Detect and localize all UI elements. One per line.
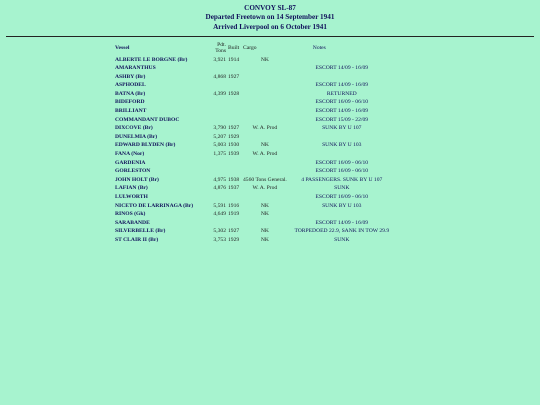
vessel-name-cell: BIDEFORD	[115, 99, 145, 106]
year-built-cell: 1929	[228, 236, 240, 243]
table-row	[115, 176, 397, 185]
cargo-cell	[243, 167, 287, 176]
cargo-cell: W. A. Prod	[252, 185, 278, 192]
table-row	[115, 141, 397, 150]
page-title: CONVOY SL-87	[244, 4, 296, 12]
table-row	[115, 219, 397, 228]
year-built-cell	[228, 98, 243, 107]
cargo-cell	[243, 133, 287, 142]
vessel-name-cell: BATNA (Br)	[115, 90, 146, 97]
tonnage-cell: 3,790	[213, 125, 226, 132]
year-built-cell	[228, 193, 243, 202]
tonnage-cell	[208, 219, 228, 228]
year-built-cell: 1929	[228, 133, 240, 140]
column-header-cargo: Cargo	[243, 45, 257, 52]
year-built-cell	[228, 167, 243, 176]
table-row	[115, 158, 397, 167]
vessel-name-cell: DIXCOVE (Br)	[115, 125, 153, 132]
cargo-cell	[243, 90, 287, 99]
vessel-name-cell: NICETO DE LARRINAGA (Br)	[115, 202, 194, 209]
table-row	[115, 55, 397, 64]
table-row	[115, 64, 397, 73]
year-built-cell: 1927	[228, 73, 240, 80]
cargo-cell	[243, 98, 287, 107]
notes-cell: 4 PASSENGERS. SUNK BY U 107	[301, 176, 383, 183]
notes-cell: ESCORT 16/09 - 06/10	[315, 159, 369, 166]
tonnage-cell: 3,753	[213, 236, 226, 243]
year-built-cell	[228, 81, 243, 90]
vessel-name-cell: ASPHODEL	[115, 82, 146, 89]
tonnage-cell	[208, 158, 228, 167]
table-row	[115, 98, 397, 107]
tonnage-cell: 5,302	[213, 228, 226, 235]
vessel-name-cell: GARDENIA	[115, 159, 146, 166]
cargo-cell	[243, 72, 287, 81]
cargo-cell: NK	[260, 228, 269, 235]
vessel-name-cell: GORLESTON	[115, 168, 151, 175]
notes-cell: ESCORT 14/09 - 16/09	[315, 219, 369, 226]
cargo-cell	[243, 107, 287, 116]
year-built-cell: 1939	[228, 151, 240, 158]
tonnage-cell: 3,921	[213, 56, 226, 63]
table-row	[115, 150, 397, 159]
tonnage-cell: 5,207	[213, 133, 226, 140]
notes-cell: TORPEDOED 22.9, SANK IN TOW 29.9	[294, 228, 390, 235]
year-built-cell	[228, 219, 243, 228]
column-header-tons: Pdt. Tons	[215, 42, 226, 55]
tonnage-cell	[208, 64, 228, 73]
tonnage-cell: 5,591	[213, 202, 226, 209]
table-row	[115, 236, 397, 245]
year-built-cell: 1927	[228, 125, 240, 132]
cargo-cell: NK	[260, 56, 269, 63]
vessel-name-cell: ASHBY (Br)	[115, 73, 146, 80]
horizontal-rule	[6, 36, 534, 37]
year-built-cell: 1928	[228, 90, 240, 97]
notes-cell: SUNK	[334, 185, 350, 192]
cargo-cell	[243, 193, 287, 202]
notes-cell: SUNK BY U 103	[322, 202, 362, 209]
cargo-cell	[243, 81, 287, 90]
notes-cell: SUNK BY U 103	[322, 142, 362, 149]
vessel-name-cell: ALBERTE LE BORGNE (Br)	[115, 56, 188, 63]
vessel-name-cell: AMARANTHUS	[115, 65, 156, 72]
table-row	[115, 210, 397, 219]
notes-cell: RETURNED	[326, 90, 357, 97]
table-row	[115, 81, 397, 90]
year-built-cell: 1930	[228, 142, 240, 149]
notes-cell: ESCORT 16/09 - 06/10	[315, 99, 369, 106]
arrival-line: Arrived Liverpool on 6 October 1941	[213, 22, 327, 31]
cargo-cell: 4560 Tons General.	[243, 176, 287, 183]
year-built-cell: 1919	[228, 211, 240, 218]
table-row	[115, 115, 397, 124]
cargo-cell: W. A. Prod	[252, 125, 278, 132]
year-built-cell	[228, 115, 243, 124]
cargo-cell	[243, 115, 287, 124]
page-header	[0, 0, 540, 32]
table-row	[115, 201, 397, 210]
year-built-cell: 1914	[228, 56, 240, 63]
table-row	[115, 193, 397, 202]
notes-cell: SUNK BY U 107	[322, 125, 362, 132]
notes-cell	[287, 150, 397, 159]
vessel-name-cell: JOHN HOLT (Br)	[115, 176, 159, 183]
table-row	[115, 167, 397, 176]
notes-cell	[287, 72, 397, 81]
tonnage-cell: 4,876	[213, 185, 226, 192]
departure-line: Departed Freetown on 14 September 1941	[205, 13, 335, 22]
vessel-name-cell: COMMANDANT DUBOC	[115, 116, 180, 123]
table-row	[115, 227, 397, 236]
column-header-vessel: Vessel	[115, 45, 130, 52]
vessel-name-cell: SILVERBELLE (Br)	[115, 228, 166, 235]
notes-cell: ESCORT 16/09 - 06/10	[315, 194, 369, 201]
tonnage-cell: 4,868	[213, 73, 226, 80]
vessel-name-cell: LULWORTH	[115, 194, 148, 201]
notes-cell: ESCORT 16/09 - 06/10	[315, 168, 369, 175]
tonnage-cell: 4,975	[213, 176, 226, 183]
vessel-name-cell: BRILLIANT	[115, 108, 147, 115]
column-header-built: Built	[228, 45, 240, 52]
cargo-cell: NK	[260, 211, 269, 218]
tonnage-cell	[208, 98, 228, 107]
cargo-cell: NK	[260, 236, 269, 243]
column-header-notes: Notes	[312, 45, 326, 52]
table-row	[115, 133, 397, 142]
tonnage-cell	[208, 81, 228, 90]
tonnage-cell: 4,649	[213, 211, 226, 218]
table-header-row	[115, 42, 397, 55]
tonnage-cell	[208, 167, 228, 176]
cargo-cell: W. A. Prod	[252, 151, 278, 158]
vessel-name-cell: DUNELMIA (Br)	[115, 133, 158, 140]
table-row	[115, 72, 397, 81]
cargo-cell	[243, 64, 287, 73]
convoy-table	[115, 42, 397, 244]
cargo-cell: NK	[260, 202, 269, 209]
tonnage-cell: 1,375	[213, 151, 226, 158]
notes-cell: ESCORT 14/09 - 16/09	[315, 82, 369, 89]
year-built-cell: 1916	[228, 202, 240, 209]
cargo-cell: NK	[260, 142, 269, 149]
notes-cell: ESCORT 14/09 - 16/09	[315, 108, 369, 115]
cargo-cell	[243, 158, 287, 167]
table-row	[115, 107, 397, 116]
year-built-cell: 1938	[228, 176, 240, 183]
notes-cell	[287, 210, 397, 219]
year-built-cell	[228, 107, 243, 116]
tonnage-cell	[208, 107, 228, 116]
year-built-cell	[228, 158, 243, 167]
table-row	[115, 184, 397, 193]
vessel-name-cell: ST CLAIR II (Br)	[115, 236, 159, 243]
cargo-cell	[243, 219, 287, 228]
notes-cell: SUNK	[334, 236, 350, 243]
year-built-cell: 1937	[228, 185, 240, 192]
tonnage-cell	[208, 115, 228, 124]
tonnage-cell	[208, 193, 228, 202]
table-row	[115, 90, 397, 99]
vessel-name-cell: SARABANDE	[115, 219, 150, 226]
vessel-name-cell: FANA (Nor)	[115, 151, 145, 158]
notes-cell: ESCORT 14/09 - 16/09	[315, 65, 369, 72]
year-built-cell: 1927	[228, 228, 240, 235]
vessel-name-cell: RINOS (Gk)	[115, 211, 146, 218]
table-row	[115, 124, 397, 133]
vessel-name-cell: LAFIAN (Br)	[115, 185, 148, 192]
tonnage-cell: 4,399	[213, 90, 226, 97]
year-built-cell	[228, 64, 243, 73]
notes-cell	[287, 133, 397, 142]
notes-cell	[287, 55, 397, 64]
vessel-name-cell: EDWARD BLYDEN (Br)	[115, 142, 176, 149]
tonnage-cell: 5,003	[213, 142, 226, 149]
notes-cell: ESCORT 15/09 - 22/09	[315, 116, 369, 123]
